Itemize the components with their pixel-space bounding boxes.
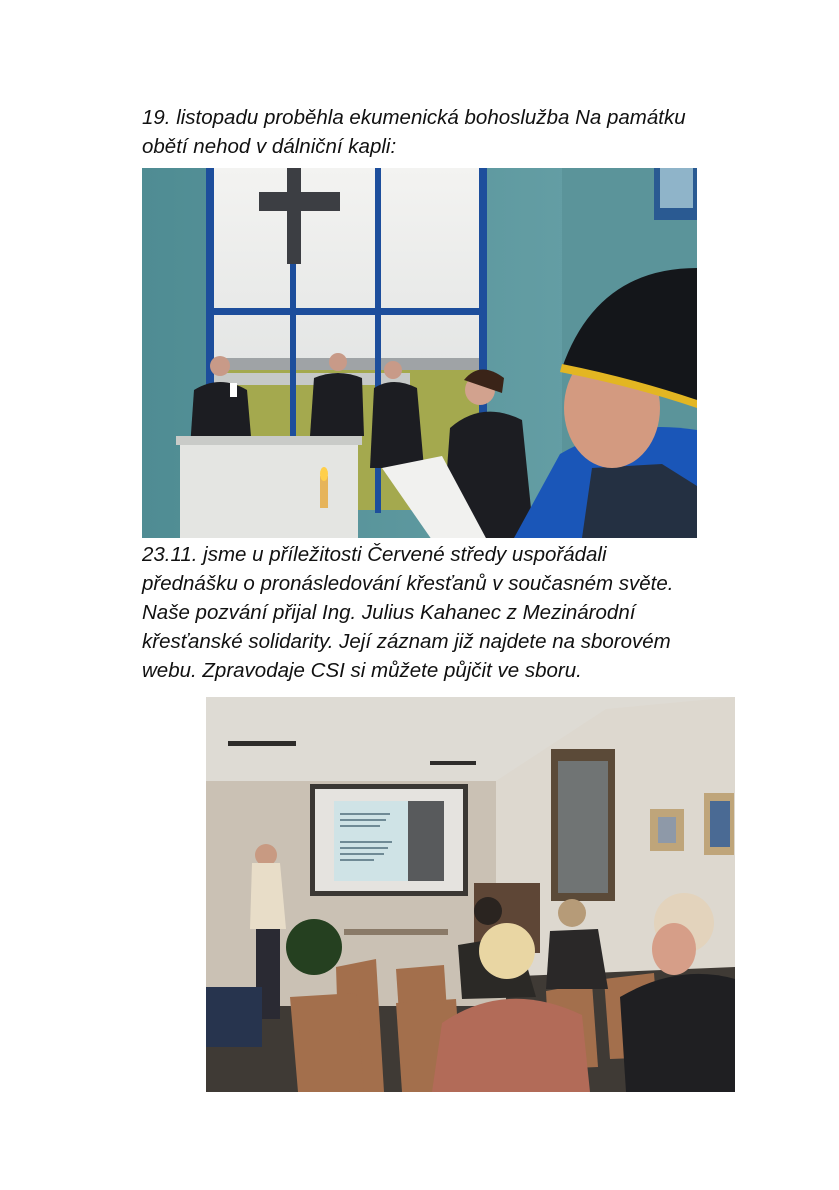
paragraph-red-wednesday-lecture: 23.11. jsme u příležitosti Červené středy uspořádali přednášku o pronásledování křesťanů v současném světe. Naše pozvání přijal Ing. Julius Kahanec z Mezinárodní křesťanské solidarity. Její záznam již najdete na sborovém webu. Zpravodaje CSI si můžete půjčit ve sboru. xyxy=(142,543,674,682)
photo-lecture-room xyxy=(206,697,735,1092)
paragraph-chapel-service: 19. listopadu proběhla ekumenická bohoslužba Na památku obětí nehod v dálniční kapli: xyxy=(142,106,686,158)
photo-chapel-service xyxy=(142,168,697,538)
